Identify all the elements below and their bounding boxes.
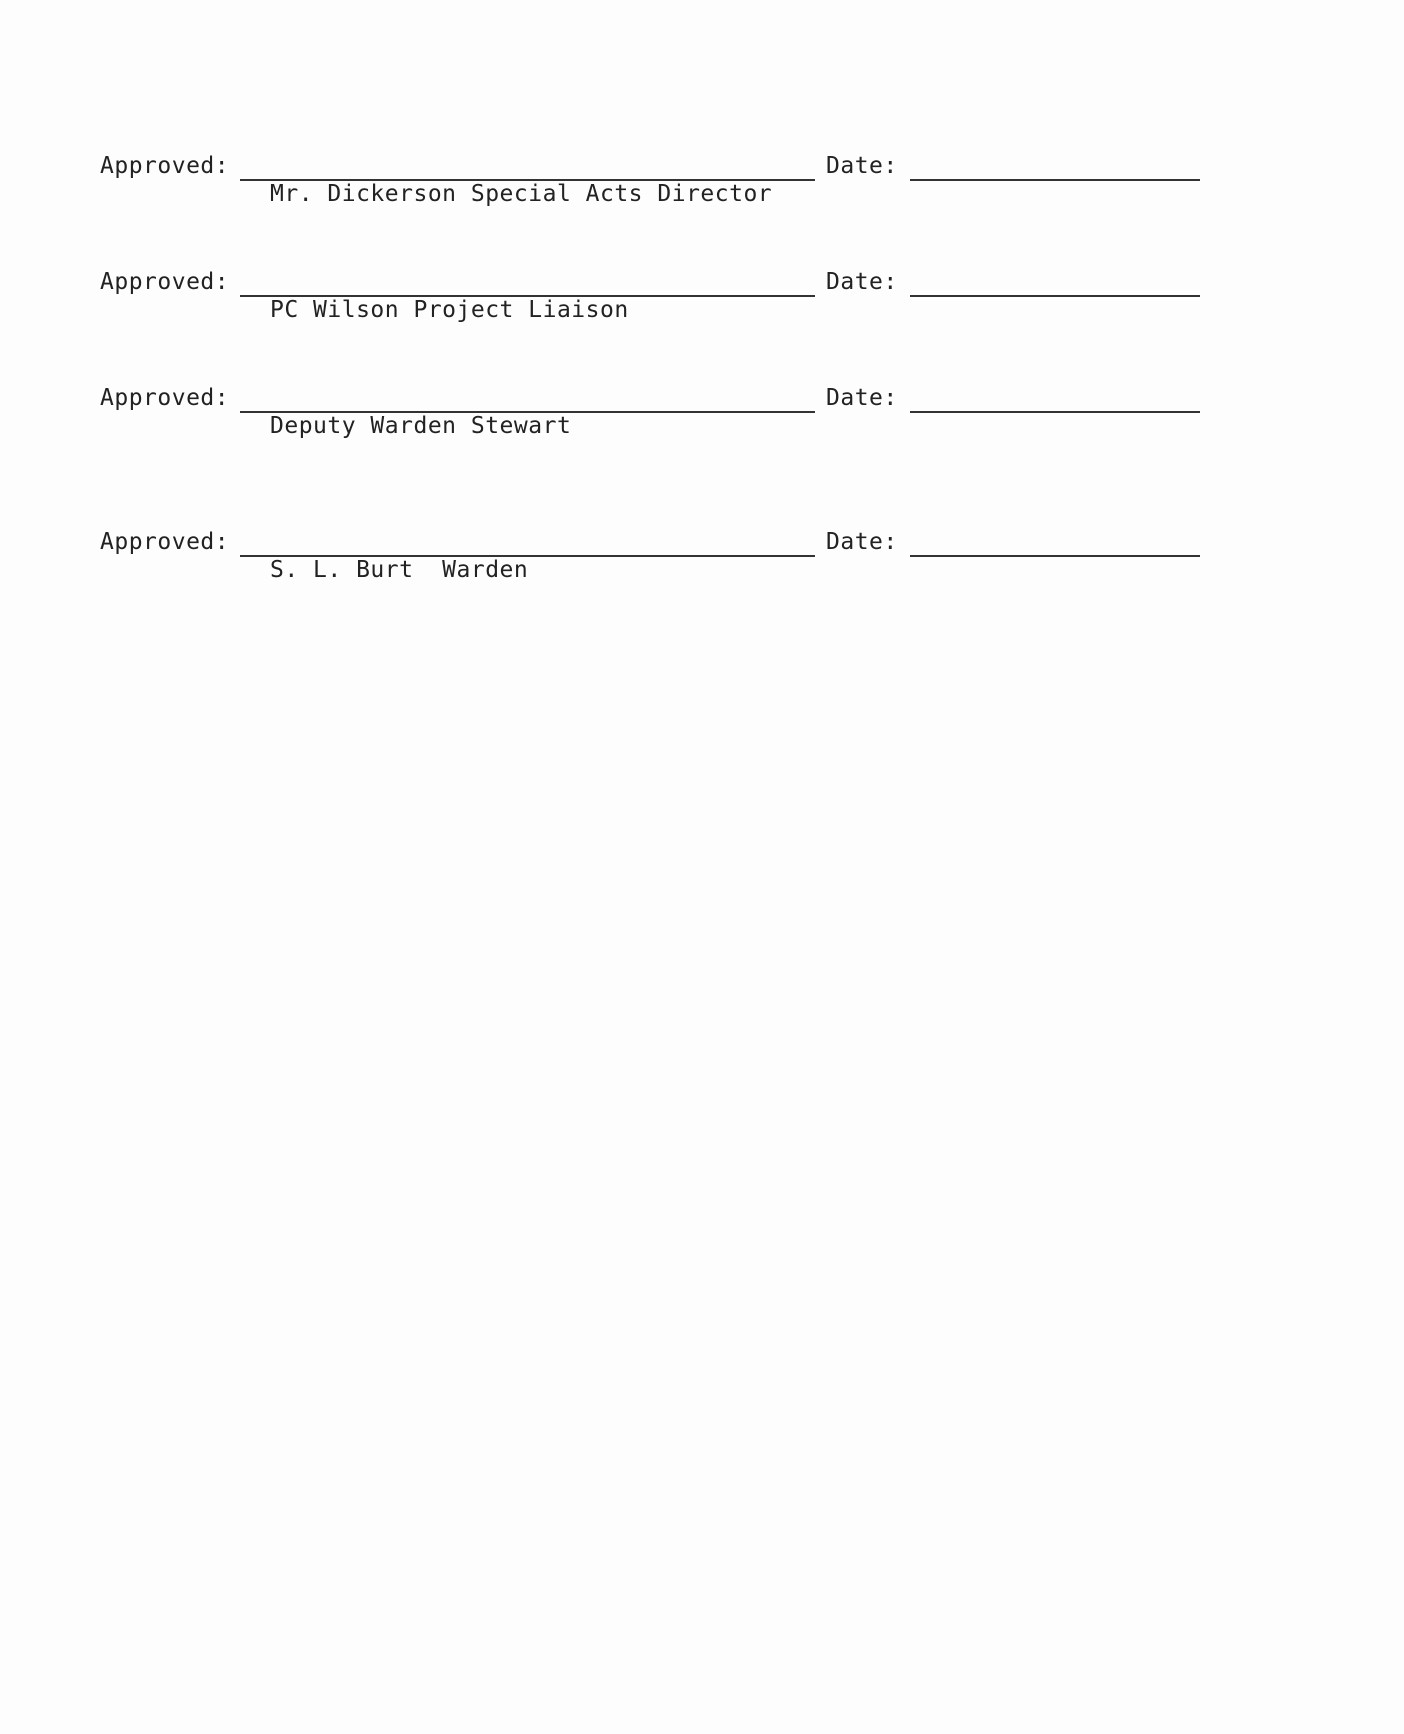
date-line <box>910 179 1200 181</box>
signer-name: PC Wilson Project Liaison <box>270 297 629 323</box>
date-label: Date: <box>826 529 898 555</box>
date-line <box>910 411 1200 413</box>
date-label: Date: <box>826 269 898 295</box>
approved-label: Approved: <box>100 385 230 411</box>
date-line <box>910 555 1200 557</box>
date-label: Date: <box>826 153 898 179</box>
signer-name: S. L. Burt Warden <box>270 557 529 583</box>
approval-row-dickerson <box>100 152 1210 232</box>
approved-label: Approved: <box>100 529 230 555</box>
date-line <box>910 295 1200 297</box>
date-label: Date: <box>826 385 898 411</box>
approval-row-burt <box>100 528 1210 608</box>
approval-row-stewart <box>100 384 1210 464</box>
approved-label: Approved: <box>100 153 230 179</box>
approved-label: Approved: <box>100 269 230 295</box>
signer-name: Mr. Dickerson Special Acts Director <box>270 181 773 207</box>
approval-row-wilson <box>100 268 1210 348</box>
signer-name: Deputy Warden Stewart <box>270 413 572 439</box>
